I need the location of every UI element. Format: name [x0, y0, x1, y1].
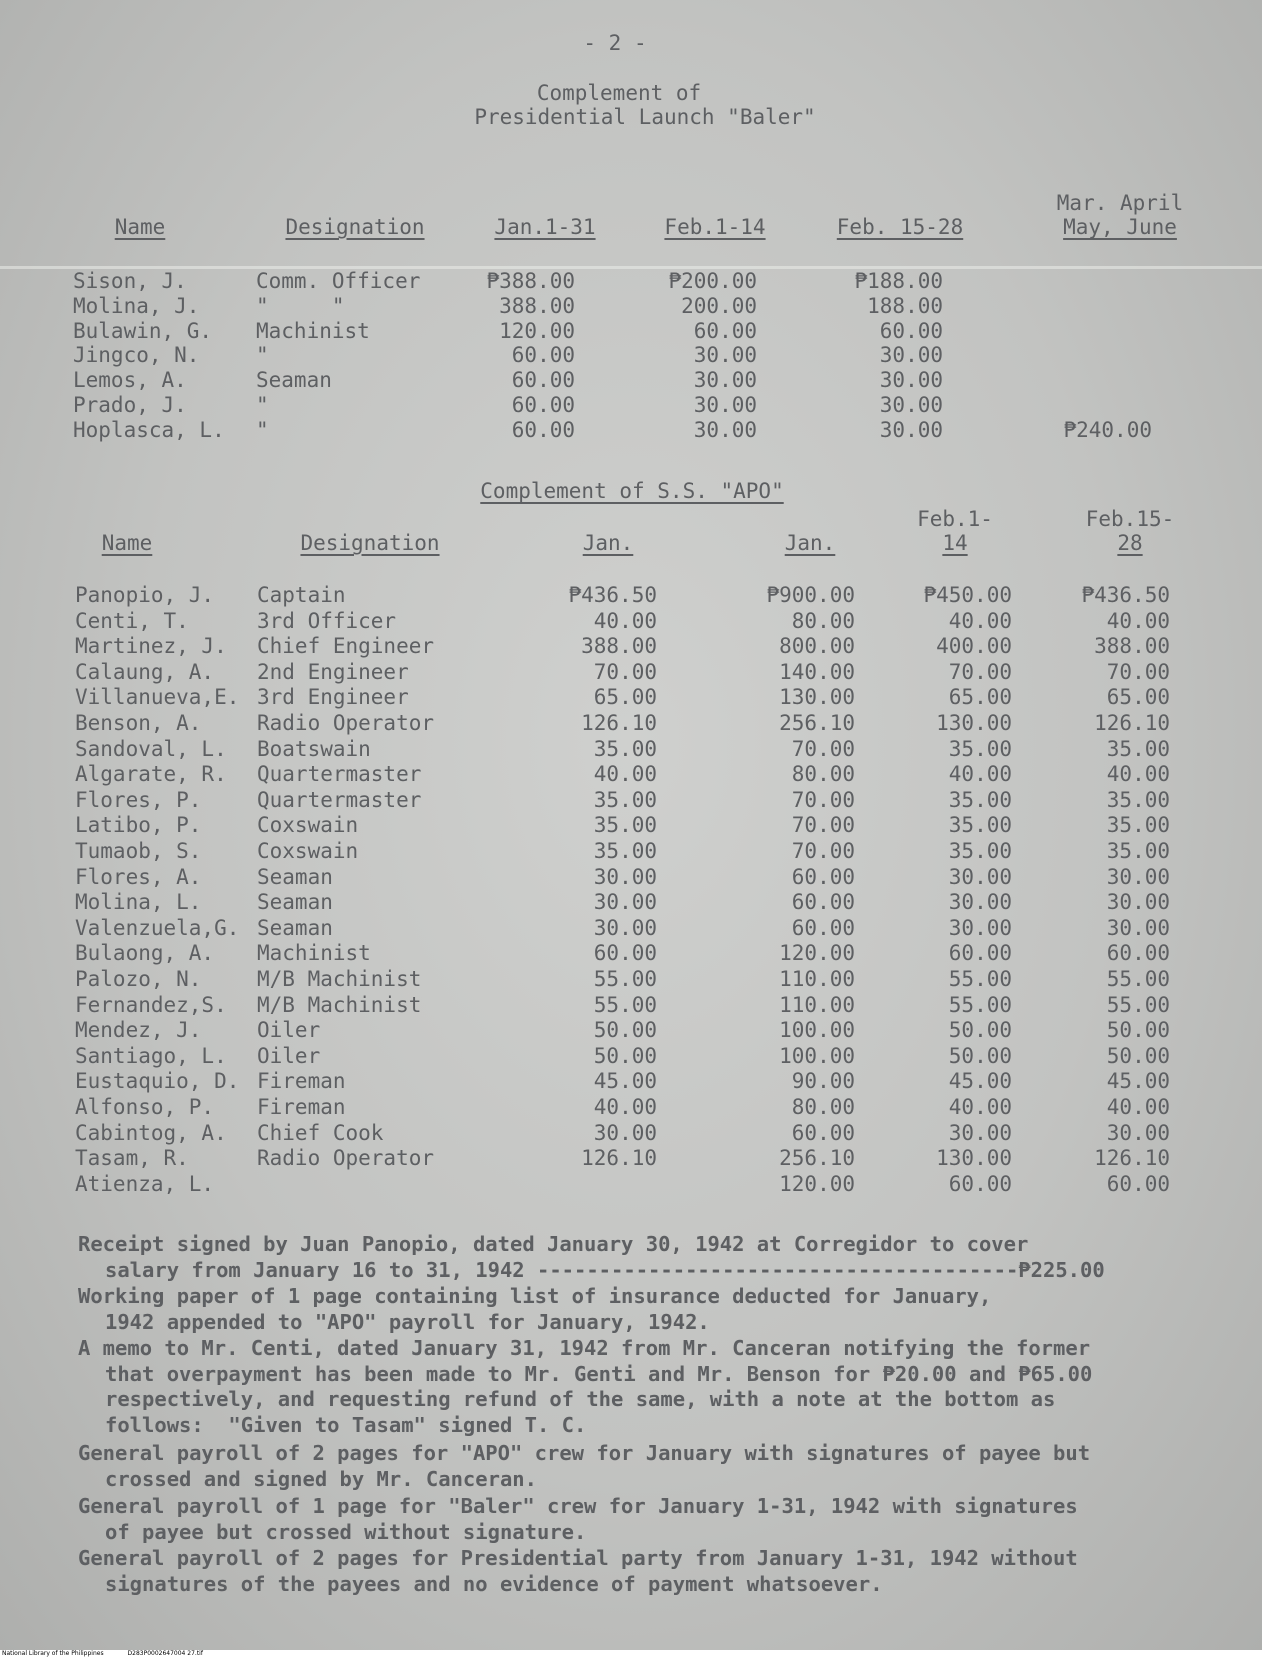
cell-feb15-28: 35.00: [1106, 787, 1170, 812]
apo-header-jan1: Jan.: [582, 531, 634, 555]
cell-feb1: 30.00: [693, 368, 757, 393]
cell-name: Sandoval, L.: [75, 736, 227, 761]
cell-name: Benson, A.: [75, 711, 202, 735]
cell-feb15-28: 40.00: [1106, 1095, 1170, 1119]
cell-designation: ": [256, 417, 269, 442]
note-line: Working paper of 1 page containing list of insurance deducted for January,: [78, 1284, 992, 1308]
cell-name: Cabintog, A.: [75, 1120, 227, 1145]
cell-designation: 3rd Officer: [257, 608, 397, 633]
cell-feb15: 30.00: [879, 417, 943, 442]
note-general-payroll-baler: [78, 1494, 1178, 1545]
cell-jan-2: 110.00: [779, 967, 855, 991]
note-receipt: [78, 1232, 1178, 1283]
apo-row: [0, 812, 1262, 838]
baler-header-mar-l1: Mar. April: [1056, 191, 1184, 215]
cell-designation: Oiler: [257, 1018, 321, 1043]
apo-row: [0, 761, 1262, 787]
cell-designation: Coxswain: [257, 813, 359, 838]
cell-feb15-28: 55.00: [1106, 967, 1170, 991]
apo-row: [0, 710, 1262, 736]
cell-feb15-28: ₱436.50: [1081, 583, 1170, 607]
cell-designation: Quartermaster: [257, 762, 422, 787]
cell-feb15: 30.00: [879, 343, 943, 368]
apo-row: [0, 736, 1262, 762]
cell-name: Algarate, R.: [75, 762, 227, 787]
cell-jan-2: 800.00: [779, 634, 855, 659]
cell-jan: 60.00: [511, 368, 575, 393]
cell-name: Fernandez,S.: [75, 992, 227, 1017]
cell-feb1-14: 30.00: [948, 864, 1012, 889]
cell-designation: 3rd Engineer: [257, 685, 409, 710]
cell-jan-2: 130.00: [779, 685, 855, 710]
cell-name: Mendez, J.: [75, 1018, 202, 1043]
apo-row: [0, 787, 1262, 813]
cell-name: Flores, P.: [75, 787, 202, 812]
cell-designation: Seaman: [257, 915, 333, 940]
footer-library: National Library of the Philippines: [2, 1650, 104, 1657]
note-line: A memo to Mr. Centi, dated January 31, 1942 from Mr. Canceran notifying the former: [78, 1336, 1091, 1360]
cell-feb15-28: 70.00: [1106, 659, 1170, 684]
cell-feb1: ₱200.00: [668, 269, 757, 293]
cell-jan-2: 60.00: [791, 864, 855, 889]
cell-jan-1: 30.00: [593, 1120, 657, 1145]
cell-designation: Chief Engineer: [257, 634, 435, 659]
baler-header-feb1: Feb.1-14: [664, 215, 766, 239]
cell-jan-2: 70.00: [791, 813, 855, 838]
note-general-payroll-apo: [78, 1441, 1178, 1492]
cell-name: Molina, L.: [75, 890, 202, 915]
cell-jan-1: 30.00: [593, 915, 657, 940]
cell-designation: Seaman: [257, 890, 333, 915]
cell-designation: M/B Machinist: [257, 967, 422, 991]
cell-jan-1: 40.00: [593, 762, 657, 787]
cell-jan-1: 40.00: [593, 608, 657, 633]
baler-row: [0, 268, 1262, 294]
cell-name: Lemos, A.: [73, 368, 187, 393]
page-number: - 2 -: [583, 31, 647, 55]
cell-name: Panopio, J.: [75, 583, 215, 607]
cell-name: Alfonso, P.: [75, 1095, 215, 1119]
apo-header-feb1-l2: 14: [942, 531, 968, 555]
cell-feb1-14: 35.00: [948, 736, 1012, 761]
cell-feb15-28: 45.00: [1106, 1069, 1170, 1094]
note-memo: [78, 1336, 1178, 1438]
cell-jan: 60.00: [511, 417, 575, 442]
baler-row: [0, 342, 1262, 368]
scan-footer: [0, 1650, 1262, 1658]
cell-jan-2: 100.00: [779, 1018, 855, 1043]
cell-feb1-14: 130.00: [936, 711, 1012, 735]
cell-feb1-14: 30.00: [948, 890, 1012, 915]
cell-designation: Boatswain: [257, 736, 371, 761]
cell-designation: Fireman: [257, 1095, 346, 1119]
note-line: General payroll of 1 page for "Baler" crew for January 1-31, 1942 with signatures: [78, 1494, 1078, 1518]
cell-feb1-14: 30.00: [948, 1120, 1012, 1145]
cell-jan-1: 35.00: [593, 839, 657, 863]
cell-feb15-28: 40.00: [1106, 762, 1170, 787]
note-line: General payroll of 2 pages for Presidential party from January 1-31, 1942 without: [78, 1546, 1078, 1570]
cell-name: Atienza, L.: [75, 1171, 215, 1196]
cell-jan-1: 35.00: [593, 787, 657, 812]
cell-jan: 388.00: [499, 293, 575, 318]
cell-feb1-14: 50.00: [948, 1018, 1012, 1043]
cell-feb15: 30.00: [879, 368, 943, 393]
apo-row: [0, 633, 1262, 659]
cell-designation: M/B Machinist: [257, 992, 422, 1017]
note-line: Receipt signed by Juan Panopio, dated January 30, 1942 at Corregidor to cover: [78, 1232, 1029, 1256]
cell-jan-2: 90.00: [791, 1069, 855, 1094]
cell-jan-2: 70.00: [791, 839, 855, 863]
cell-jan-2: 70.00: [791, 736, 855, 761]
cell-name: Valenzuela,G.: [75, 915, 240, 940]
apo-row: [0, 1017, 1262, 1043]
apo-row: [0, 1145, 1262, 1171]
cell-designation: Radio Operator: [257, 1146, 435, 1171]
note-line: salary from January 16 to 31, 1942 ---------------------------------------₱225.00: [105, 1257, 1105, 1282]
cell-designation: Quartermaster: [257, 787, 422, 812]
cell-feb15-28: 30.00: [1106, 890, 1170, 915]
cell-feb1-14: 30.00: [948, 915, 1012, 940]
apo-header-feb15-l1: Feb.15-: [1085, 507, 1175, 531]
apo-row: [0, 1094, 1262, 1120]
cell-jan: 60.00: [511, 343, 575, 368]
cell-jan-1: 30.00: [593, 890, 657, 915]
cell-jan-1: 126.10: [581, 1146, 657, 1171]
apo-row: [0, 582, 1262, 608]
cell-jan-2: 110.00: [779, 992, 855, 1017]
cell-feb15: 60.00: [879, 318, 943, 343]
cell-feb1: 200.00: [681, 293, 757, 318]
cell-feb15-28: 388.00: [1094, 634, 1170, 659]
cell-name: Eustaquio, D.: [75, 1069, 240, 1094]
apo-row: [0, 992, 1262, 1018]
cell-jan-1: 55.00: [593, 967, 657, 991]
apo-row: [0, 1171, 1262, 1197]
cell-designation: Captain: [257, 583, 346, 607]
cell-designation: Fireman: [257, 1069, 346, 1094]
cell-jan-1: 35.00: [593, 736, 657, 761]
cell-name: Martinez, J.: [75, 634, 227, 659]
cell-feb1-14: 55.00: [948, 967, 1012, 991]
cell-jan-2: 256.10: [779, 711, 855, 735]
cell-jan-1: 65.00: [593, 685, 657, 710]
cell-jan-2: 80.00: [791, 1095, 855, 1119]
note-line: that overpayment has been made to Mr. Genti and Mr. Benson for ₱20.00 and ₱65.00: [105, 1361, 1093, 1386]
cell-name: Hoplasca, L.: [73, 417, 225, 442]
note-line: follows: "Given to Tasam" signed T. C.: [105, 1412, 587, 1437]
cell-feb15-28: 30.00: [1106, 864, 1170, 889]
cell-jan-2: 256.10: [779, 1146, 855, 1171]
cell-jan-2: 120.00: [779, 941, 855, 966]
cell-name: Flores, A.: [75, 864, 202, 889]
cell-jan-2: 80.00: [791, 762, 855, 787]
cell-name: Santiago, L.: [75, 1043, 227, 1068]
cell-feb1-14: 400.00: [936, 634, 1012, 659]
cell-feb15: 30.00: [879, 393, 943, 417]
cell-jan-2: 60.00: [791, 1120, 855, 1145]
cell-name: Prado, J.: [73, 393, 187, 417]
cell-feb15-28: 35.00: [1106, 839, 1170, 863]
apo-row: [0, 915, 1262, 941]
apo-row: [0, 940, 1262, 966]
cell-feb1-14: 130.00: [936, 1146, 1012, 1171]
cell-jan-2: 80.00: [791, 608, 855, 633]
cell-feb1-14: 35.00: [948, 839, 1012, 863]
apo-row: [0, 608, 1262, 634]
baler-header-jan: Jan.1-31: [494, 215, 596, 239]
cell-feb1-14: 35.00: [948, 787, 1012, 812]
cell-feb1: 30.00: [693, 417, 757, 442]
cell-jan-1: 50.00: [593, 1018, 657, 1043]
cell-jan-1: 60.00: [593, 941, 657, 966]
note-line: respectively, and requesting refund of the same, with a note at the bottom as: [105, 1387, 1056, 1411]
cell-jan-1: ₱436.50: [568, 583, 657, 607]
cell-feb15-28: 50.00: [1106, 1018, 1170, 1043]
baler-header-name: Name: [114, 215, 166, 239]
apo-row: [0, 1043, 1262, 1069]
cell-designation: Oiler: [257, 1043, 321, 1068]
baler-header-feb15: Feb. 15-28: [836, 215, 964, 239]
apo-row: [0, 966, 1262, 992]
baler-header-designation: Designation: [285, 215, 425, 239]
cell-jan-1: 55.00: [593, 992, 657, 1017]
apo-header-designation: Designation: [300, 531, 440, 555]
cell-jan-1: 126.10: [581, 711, 657, 735]
cell-feb1: 30.00: [693, 393, 757, 417]
cell-jan-1: 40.00: [593, 1095, 657, 1119]
cell-feb15-28: 60.00: [1106, 941, 1170, 966]
cell-jan: 60.00: [511, 393, 575, 417]
cell-jan-2: ₱900.00: [766, 583, 855, 607]
note-line: of payee but crossed without signature.: [105, 1519, 587, 1544]
cell-name: Jingco, N.: [73, 343, 200, 368]
cell-feb1-14: 60.00: [948, 1171, 1012, 1196]
apo-header-jan2: Jan.: [784, 531, 836, 555]
cell-feb1-14: 50.00: [948, 1043, 1012, 1068]
note-working-paper: [78, 1284, 1178, 1335]
cell-jan-1: 50.00: [593, 1043, 657, 1068]
apo-title: Complement of S.S. "APO": [480, 479, 784, 503]
baler-row: [0, 293, 1262, 319]
cell-jan-1: 35.00: [593, 813, 657, 838]
cell-feb1: 30.00: [693, 343, 757, 368]
note-line: 1942 appended to "APO" payroll for January, 1942.: [105, 1309, 710, 1334]
cell-jan-2: 120.00: [779, 1171, 855, 1196]
cell-jan-1: 30.00: [593, 864, 657, 889]
cell-mar-june: ₱240.00: [1063, 417, 1152, 442]
note-line: crossed and signed by Mr. Canceran.: [105, 1466, 537, 1491]
cell-feb15-28: 126.10: [1094, 1146, 1170, 1171]
cell-feb15-28: 30.00: [1106, 915, 1170, 940]
apo-row: [0, 1120, 1262, 1146]
cell-feb15-28: 60.00: [1106, 1171, 1170, 1196]
cell-jan-2: 60.00: [791, 890, 855, 915]
cell-name: Molina, J.: [73, 293, 200, 318]
cell-jan-2: 70.00: [791, 787, 855, 812]
cell-feb15: 188.00: [867, 293, 943, 318]
cell-name: Tumaob, S.: [75, 839, 202, 863]
cell-feb1-14: 55.00: [948, 992, 1012, 1017]
cell-feb1: 60.00: [693, 318, 757, 343]
apo-header-name: Name: [101, 531, 153, 555]
note-general-payroll-presidential: [78, 1546, 1178, 1597]
cell-feb1-14: 40.00: [948, 762, 1012, 787]
cell-feb15-28: 65.00: [1106, 685, 1170, 710]
cell-name: Villanueva,E.: [75, 685, 240, 710]
cell-feb1-14: 40.00: [948, 608, 1012, 633]
cell-feb1-14: 35.00: [948, 813, 1012, 838]
cell-feb15-28: 126.10: [1094, 711, 1170, 735]
cell-designation: 2nd Engineer: [257, 659, 409, 684]
apo-row: [0, 1068, 1262, 1094]
cell-name: Bulawin, G.: [73, 318, 213, 343]
cell-jan: 120.00: [499, 318, 575, 343]
cell-jan-2: 140.00: [779, 659, 855, 684]
cell-feb15-28: 40.00: [1106, 608, 1170, 633]
cell-feb15-28: 55.00: [1106, 992, 1170, 1017]
cell-designation: Machinist: [257, 941, 371, 966]
cell-jan-1: 388.00: [581, 634, 657, 659]
cell-feb1-14: 65.00: [948, 685, 1012, 710]
note-line: General payroll of 2 pages for "APO" crew for January with signatures of payee but: [78, 1441, 1091, 1465]
apo-row: [0, 659, 1262, 685]
cell-feb15: ₱188.00: [854, 269, 943, 293]
cell-jan-2: 100.00: [779, 1043, 855, 1068]
cell-jan-2: 60.00: [791, 915, 855, 940]
title-line-2: Presidential Launch "Baler": [474, 105, 816, 129]
cell-name: Palozo, N.: [75, 967, 202, 991]
note-line: signatures of the payees and no evidence of payment whatsoever.: [105, 1571, 883, 1596]
cell-designation: Comm. Officer: [256, 269, 421, 293]
cell-feb1-14: 70.00: [948, 659, 1012, 684]
cell-designation: Chief Cook: [257, 1120, 384, 1145]
apo-row: [0, 889, 1262, 915]
cell-jan-1: 70.00: [593, 659, 657, 684]
cell-designation: Radio Operator: [257, 711, 435, 735]
cell-designation: Seaman: [257, 864, 333, 889]
cell-name: Bulaong, A.: [75, 941, 215, 966]
cell-jan: ₱388.00: [486, 269, 575, 293]
baler-header-mar-l2: May, June: [1063, 215, 1177, 239]
baler-row: [0, 392, 1262, 418]
cell-designation: Coxswain: [257, 839, 359, 863]
cell-designation: ": [256, 393, 269, 417]
cell-designation: Seaman: [256, 368, 332, 393]
cell-feb1-14: 40.00: [948, 1095, 1012, 1119]
apo-row: [0, 684, 1262, 710]
cell-designation: Machinist: [256, 318, 370, 343]
cell-feb1-14: ₱450.00: [923, 583, 1012, 607]
baler-row: [0, 417, 1262, 443]
cell-name: Centi, T.: [75, 608, 189, 633]
baler-row: [0, 318, 1262, 344]
cell-feb15-28: 35.00: [1106, 736, 1170, 761]
cell-designation: ": [256, 343, 269, 368]
apo-row: [0, 838, 1262, 864]
apo-header-feb1-l1: Feb.1-: [917, 507, 993, 531]
apo-header-feb15-l2: 28: [1117, 531, 1143, 555]
cell-feb15-28: 35.00: [1106, 813, 1170, 838]
title-line-1: Complement of: [536, 81, 702, 105]
cell-name: Sison, J.: [73, 269, 187, 293]
cell-name: Calaung, A.: [75, 659, 215, 684]
cell-designation: " ": [256, 293, 345, 318]
cell-jan-1: 45.00: [593, 1069, 657, 1094]
baler-row: [0, 367, 1262, 393]
cell-name: Latibo, P.: [75, 813, 202, 838]
cell-feb1-14: 60.00: [948, 941, 1012, 966]
apo-row: [0, 864, 1262, 890]
cell-feb15-28: 30.00: [1106, 1120, 1170, 1145]
cell-name: Tasam, R.: [75, 1146, 189, 1171]
cell-feb1-14: 45.00: [948, 1069, 1012, 1094]
footer-file: D283P0002647004 27.tif: [127, 1650, 203, 1657]
cell-feb15-28: 50.00: [1106, 1043, 1170, 1068]
